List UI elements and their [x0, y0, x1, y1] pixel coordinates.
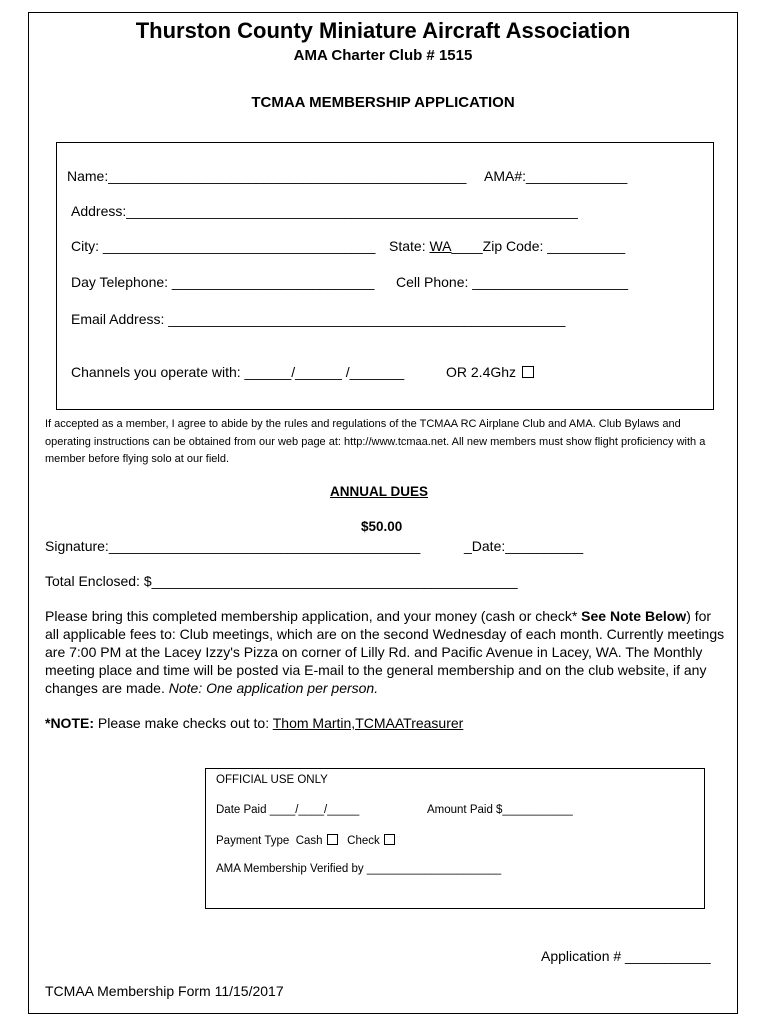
state-label: State: [389, 238, 426, 254]
channels-field[interactable]: Channels you operate with: ______/______ /_______ [71, 364, 405, 380]
payment-type-row [216, 834, 395, 847]
cash-label: Cash [295, 835, 323, 847]
payee-name: Thom Martin,TCMAATreasurer [272, 715, 464, 731]
state-value: WA [429, 238, 452, 254]
check-checkbox[interactable] [384, 834, 395, 845]
checks-note [45, 715, 463, 731]
charter-number: AMA Charter Club # 1515 [293, 47, 473, 64]
address-field[interactable]: Address:__________________________________________________________ [71, 203, 578, 219]
email-field[interactable]: Email Address: ___________________________________________________ [71, 311, 566, 327]
total-enclosed-value: $_______________________________________________ [143, 573, 518, 589]
payment-type-label: Payment Type [216, 835, 290, 847]
one-application-note: Note: One application per person. [168, 680, 379, 696]
total-enclosed-label: Total Enclosed: [45, 573, 140, 589]
state-field[interactable] [389, 238, 625, 254]
city-field[interactable]: City: ___________________________________ [71, 238, 376, 254]
org-title: Thurston County Miniature Aircraft Association [135, 18, 631, 43]
dues-amount: $50.00 [361, 519, 403, 534]
name-field[interactable]: Name:______________________________________________ [67, 168, 467, 184]
amount-paid-field[interactable]: Amount Paid $___________ [427, 804, 573, 816]
total-enclosed-field[interactable] [45, 573, 518, 589]
ghz-option[interactable] [446, 364, 534, 380]
check-label: Check [347, 835, 380, 847]
application-number-field[interactable]: Application # ___________ [541, 948, 711, 964]
day-telephone-field[interactable]: Day Telephone: __________________________ [71, 274, 375, 290]
date-field[interactable]: _Date:__________ [464, 538, 584, 554]
instructions-paragraph [45, 607, 725, 697]
annual-dues-heading: ANNUAL DUES [330, 484, 429, 499]
form-version: TCMAA Membership Form 11/15/2017 [45, 983, 284, 999]
ama-verified-field[interactable]: AMA Membership Verified by _____________________ [216, 863, 502, 875]
cash-checkbox[interactable] [327, 834, 338, 845]
note-text: Please make checks out to: [94, 715, 273, 731]
ghz-checkbox[interactable] [522, 366, 534, 378]
ama-number-field[interactable]: AMA#:_____________ [484, 168, 628, 184]
ghz-label: OR 2.4Ghz [446, 364, 517, 380]
official-use-heading: OFFICIAL USE ONLY [216, 774, 328, 786]
see-note-text: See Note Below [581, 608, 687, 624]
instructions-text-1: Please bring this completed membership application, and your money (cash or check* [45, 608, 582, 624]
cell-phone-field[interactable]: Cell Phone: ____________________ [396, 274, 628, 290]
instructions-text-2: ) for all applicable fees to: Club meetings, which are on the second Wednesday of each month. Currently meetings are 7:00 PM at the Lacey Izzy's Pizza on corner of Lilly Rd. and Pacific Avenue in Lacey, WA. The Monthly meeting place and time will be posted via E-mail to the general membership and on the club website, if any changes are made. [45, 608, 725, 696]
acceptance-text: If accepted as a member, I agree to abide by the rules and regulations of the TCMAA RC Airplane Club and AMA. Club Bylaws and operating instructions can be obtained from our web page at: http://www.tcmaa.net. All new members must show flight proficiency with a member before flying solo at our field. [45, 418, 706, 465]
form-title: TCMAA MEMBERSHIP APPLICATION [251, 94, 515, 111]
signature-field[interactable]: Signature:________________________________________ [45, 538, 421, 554]
note-label: *NOTE: [45, 715, 94, 731]
date-paid-field[interactable]: Date Paid ____/____/_____ [216, 804, 360, 816]
zip-code-field[interactable]: ____Zip Code: __________ [451, 238, 626, 254]
